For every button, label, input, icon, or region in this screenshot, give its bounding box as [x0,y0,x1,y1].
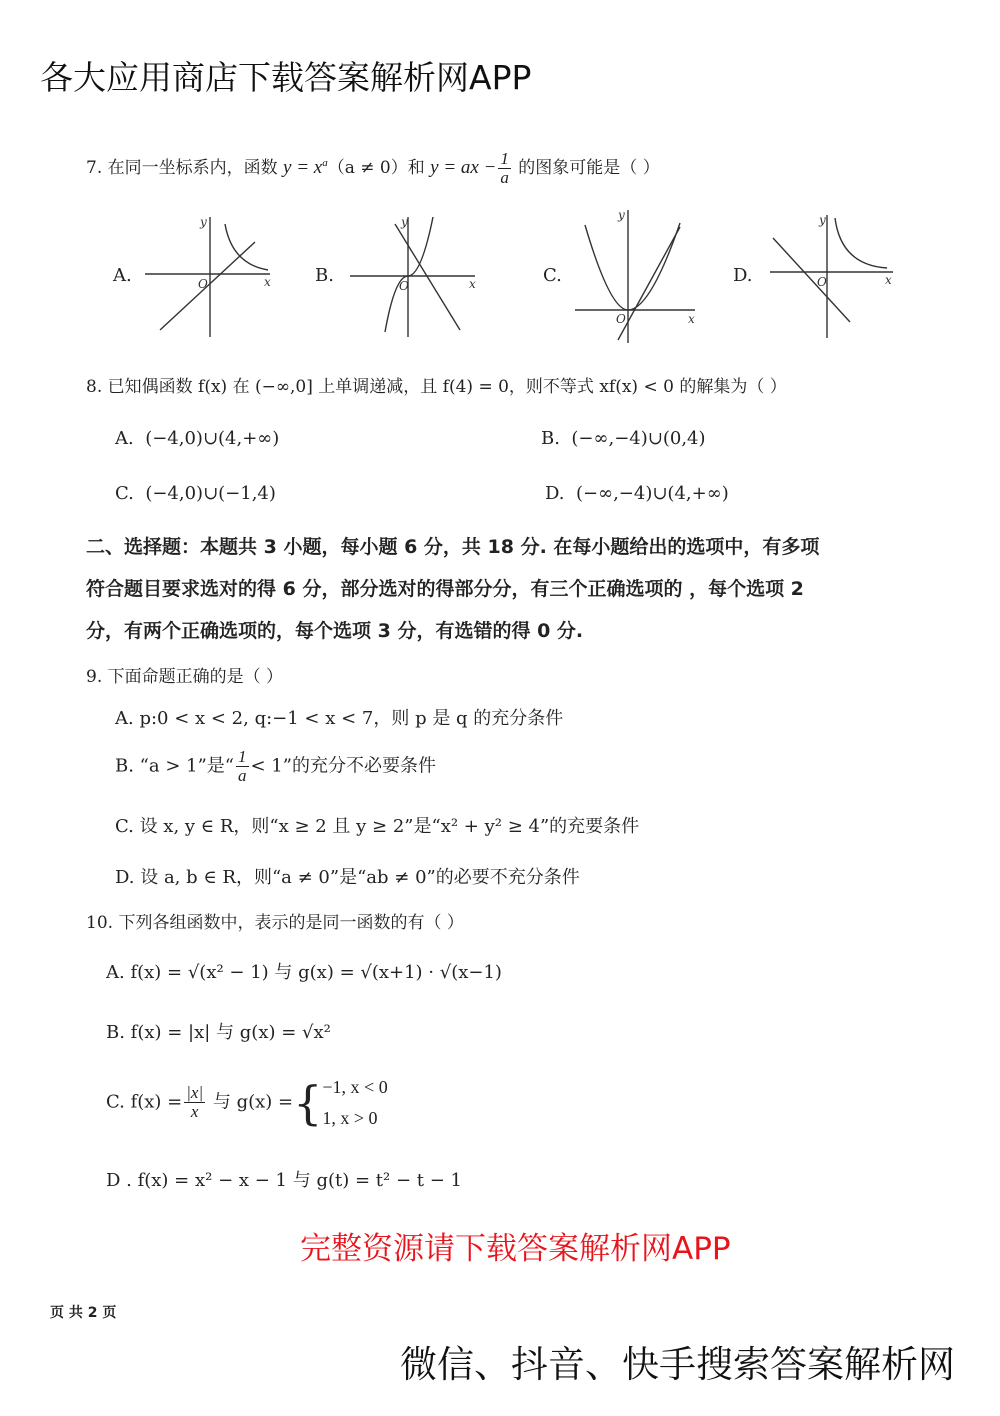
q10-option-c [106,1072,388,1133]
axis-y-label: y [819,213,826,227]
watermark-bottom-right: 微信、抖音、快手搜索答案解析网 [400,1343,955,1386]
q10-option-a: A. f(x) = √(x² − 1) 与 g(x) = √(x+1) · √(x−1) [106,962,502,983]
q10-c-fraction [184,1084,205,1121]
q9-option-c: C. 设 x, y ∈ R，则“x ≥ 2 且 y ≥ 2”是“x² + y² ≥ 4”的充要条件 [115,816,640,837]
section2-line-2: 符合题目要求选对的得 6 分，部分选对的得部分分，有三个正确选项的 ，每个选项 2 [86,578,804,600]
q10-c-pre: C. f(x) = [106,1091,183,1113]
q10-option-d: D . f(x) = x² − x − 1 与 g(t) = t² − t − 1 [106,1170,462,1191]
axis-y-label: y [401,215,408,229]
axis-y-label: y [618,208,625,222]
q7-fraction [498,150,511,187]
power-curve [585,223,680,310]
q9-b-pre: B. “a > 1”是“ [115,755,234,777]
q10-option-b: B. f(x) = |x| 与 g(x) = √x² [106,1022,331,1043]
q9-option-a: A. p:0 < x < 2, q:−1 < x < 7，则 p 是 q 的充分条件 [115,708,564,729]
axis-x-label: x [688,312,695,326]
q7-option-b-label: B. [315,265,334,286]
option-label: C. [115,483,134,504]
q9-option-d: D. 设 a, b ∈ R，则“a ≠ 0”是“ab ≠ 0”的必要不充分条件 [115,867,580,888]
option-text: (−∞,−4)∪(0,4) [571,428,706,449]
q7-cond: （a ≠ 0）和 [327,157,431,178]
q9-stem: 9. 下面命题正确的是（ ） [86,667,284,687]
axis-x-label: x [469,277,476,291]
q8-option-a [115,428,279,449]
q7-graph-c [570,205,705,345]
axis-x-label: x [885,273,892,287]
section2-line-3: 分，有两个正确选项的，每个选项 3 分，有选错的得 0 分. [86,620,584,642]
q7-stem [86,150,660,187]
q7-func2: y = ax − [430,156,497,178]
line-curve [773,238,850,322]
q8-option-b [541,428,706,449]
q7-func1-exp: a [322,157,328,170]
q7-suffix: 的图象可能是（ ） [512,157,660,178]
q10-c-mid: 与 g(x) = [207,1091,294,1113]
q7-func1: y = x [283,156,323,178]
watermark-top-left: 各大应用商店下载答案解析网APP [40,58,532,97]
power-curve [835,218,887,268]
option-label: D. [545,483,565,504]
option-text: (−4,0)∪(4,+∞) [145,428,280,449]
q10-stem: 10. 下列各组函数中，表示的是同一函数的有（ ） [86,913,464,933]
q7-graph-b [345,212,485,338]
option-label: A. [115,428,134,449]
axis-y-label: y [200,215,207,229]
watermark-center: 完整资源请下载答案解析网APP [300,1231,731,1267]
frac-num: 1 [238,747,247,766]
q7-prefix: 7. 在同一坐标系内，函数 [86,157,284,178]
q7-option-d-label: D. [733,265,753,286]
origin-label: O [817,275,827,289]
q9-b-post: < 1”的充分不必要条件 [250,755,436,777]
q9-b-fraction [236,748,249,785]
line-curve [618,227,680,340]
frac-den: x [190,1102,199,1122]
case-1: −1, x < 0 [322,1077,388,1097]
option-text: (−∞,−4)∪(4,+∞) [575,483,729,504]
page-footer: 页 共 2 页 [50,1305,117,1321]
q7-option-c-label: C. [543,265,562,286]
q7-graph-d [765,210,900,340]
q8-stem: 8. 已知偶函数 f(x) 在 (−∞,0] 上单调递减，且 f(4) = 0，则不等式 xf(x) < 0 的解集为（ ） [86,377,787,397]
frac-num: |x| [186,1083,204,1103]
axis-x-label: x [264,275,271,289]
case-2: 1, x > 0 [322,1107,378,1128]
q8-option-d [545,483,729,504]
origin-label: O [616,312,626,326]
q7-graph-a [140,212,280,338]
piecewise [322,1072,387,1133]
option-text: (−4,0)∪(−1,4) [145,483,276,504]
brace-icon: { [293,1075,323,1130]
section2-line-1: 二、选择题：本题共 3 小题，每小题 6 分，共 18 分. 在每小题给出的选项中，有多项 [86,536,820,558]
frac-den: a [238,765,247,785]
q7-frac-den: a [500,167,509,187]
origin-label: O [198,277,208,291]
q7-frac-num: 1 [500,149,509,168]
option-label: B. [541,428,560,449]
q8-option-c [115,483,276,504]
origin-label: O [399,279,409,293]
q9-option-b [115,748,436,785]
q7-option-a-label: A. [113,265,132,286]
